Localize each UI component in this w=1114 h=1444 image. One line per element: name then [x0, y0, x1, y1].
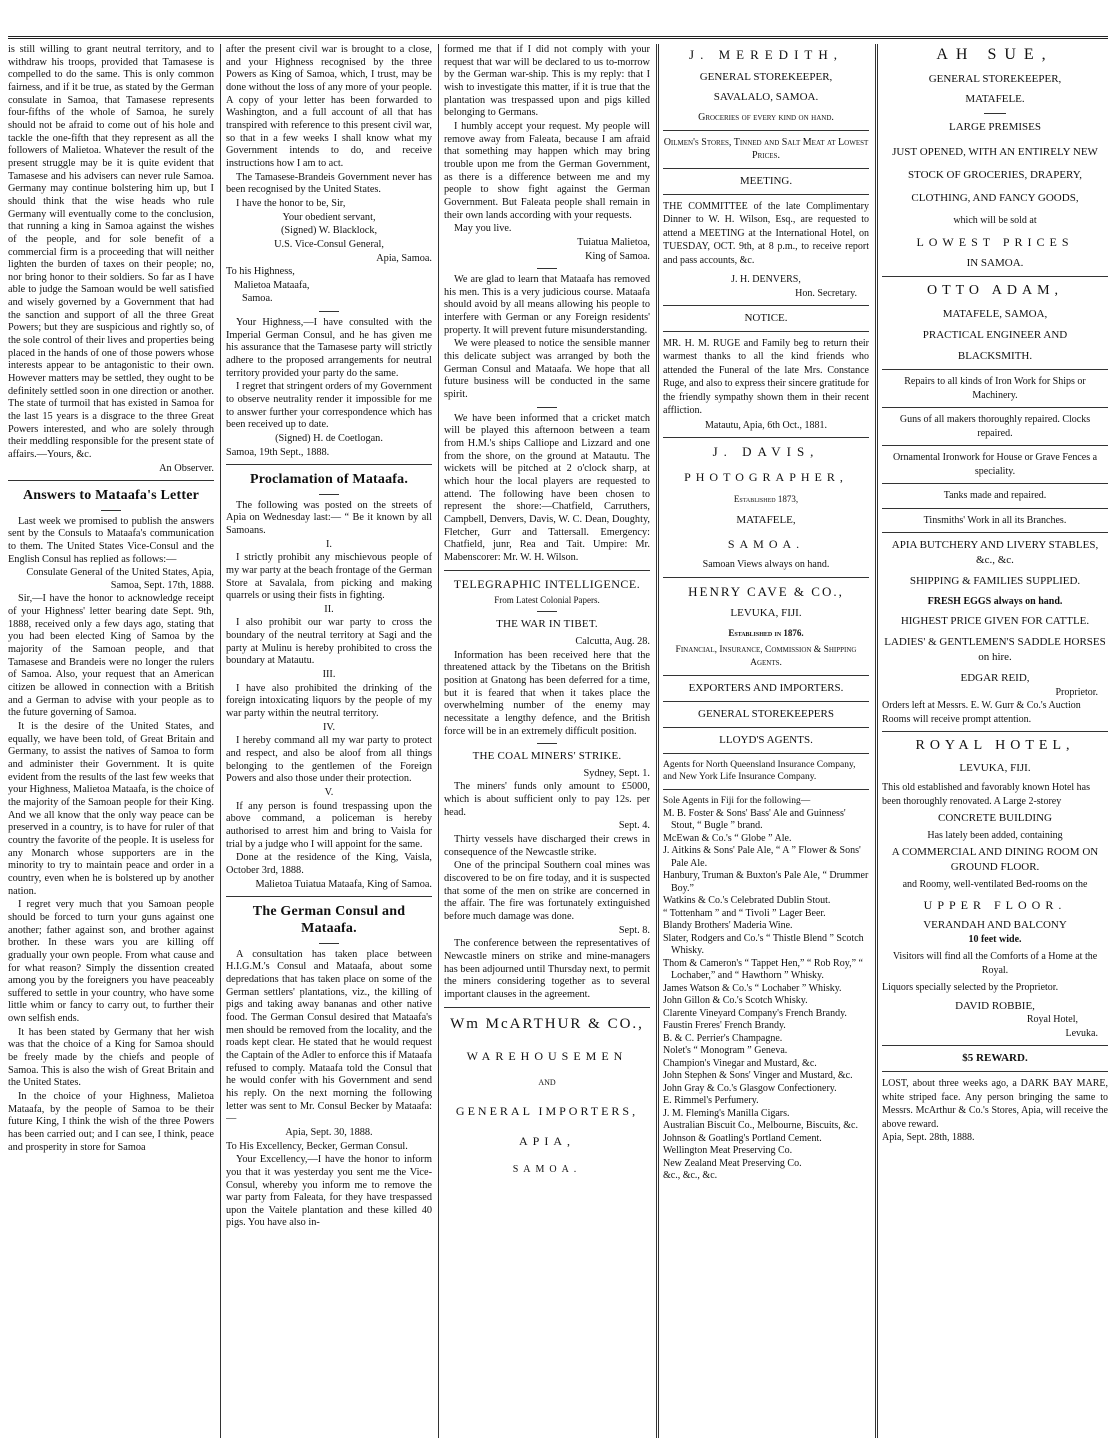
davis-established: Established 1873,: [733, 494, 799, 505]
royal-owner: DAVID ROBBIE,: [955, 999, 1035, 1012]
butchery-name: EDGAR REID,: [960, 671, 1030, 684]
cave-product-item: John Gillon & Co.'s Scotch Whisky.: [663, 995, 808, 1007]
article-number: II.: [324, 603, 334, 615]
cave-product-item: &c., &c., &c.: [663, 1170, 718, 1182]
cave-product-item: Johnson & Goatling's Portland Cement.: [663, 1132, 822, 1144]
editorial-paragraph: We are glad to learn that Mataafa has removed his men. This is a very judicious course. Mataafa should avoid by all means allowing his people to interfere with German or any Foreign residents' property. It will prevent future misunderstanding.: [444, 274, 650, 336]
divider: [663, 577, 869, 578]
coal-paragraph: One of the principal Southern coal mines was discovered to be on fire today, and it is suspected that some of the men on strike are concerned in the affair. The fire was fortunately extinguished before much damage was done.: [444, 860, 650, 922]
meredith-line: Oilmen's Stores, Tinned and Salt Meat at Lowest Prices.: [663, 136, 869, 162]
answers-paragraph: I regret very much that you Samoan people should be forced to turn your guns against one another; father against son, and brother against brother. In these wars you are killing off gradually your own people. From what cause and for what reason? Simply the dissention created among you by the foreigners you have peaceably suffered to settle in your country, who have some little whim or fancy to carry out, to further their own selfish ends.: [8, 899, 214, 1025]
proclamation-signature: Malietoa Tuiatua Mataafa, King of Samoa.: [255, 878, 432, 890]
cave-product-item: J. M. Fleming's Manilla Cigars.: [663, 1107, 790, 1119]
cave-line: GENERAL STOREKEEPERS: [698, 707, 834, 720]
proclamation-heading: Proclamation of Mataafa.: [249, 472, 409, 488]
cave-product-item: McEwan & Co.'s “ Globe ” Ale.: [663, 832, 792, 844]
otto-place: MATAFELE, SAMOA,: [942, 307, 1048, 320]
davis-place: MATAFELE,: [736, 514, 796, 527]
cave-agents-text: Agents for North Queensland Insurance Company, and New York Life Insurance Company.: [663, 759, 856, 783]
otto-line: Repairs to all kinds of Iron Work for Ships or Machinery.: [904, 376, 1086, 401]
cave-product-item: Clarente Vineyard Company's French Brandy.: [663, 1007, 847, 1019]
divider: [882, 369, 1108, 370]
otto-title: BLACKSMITH.: [957, 349, 1033, 362]
answers-intro: Last week we promised to publish the answers sent by the Consuls to Mataafa's communication to them. The United States Vice-Consul and the English Consul has replied as follows:—: [8, 515, 214, 565]
davis-country: SAMOA.: [727, 537, 805, 552]
mcarthur-and: AND: [538, 1077, 556, 1087]
notice-heading: NOTICE.: [744, 312, 788, 325]
divider: [319, 943, 340, 944]
royal-place: LEVUKA, FIJI.: [959, 762, 1031, 775]
divider: [319, 494, 340, 495]
davis-note: Samoan Views always on hand.: [702, 559, 830, 571]
letter-paragraph: I regret that stringent orders of my Government to observe neutrality render it impossible for me to answer further your correspondence which has been received up to date.: [226, 381, 432, 431]
coal-dateline: Sydney, Sept. 1.: [583, 767, 650, 779]
butchery-line: APIA BUTCHERY AND LIVERY STABLES, &c., &c.: [891, 539, 1099, 567]
divider: [663, 331, 869, 332]
otto-line: Tanks made and repaired.: [943, 490, 1047, 502]
column-4: [663, 44, 869, 1438]
royal-wide: 10 feet wide.: [968, 933, 1022, 945]
column-2: [226, 44, 432, 1438]
meeting-name: J. H. DENVERS,: [731, 274, 801, 286]
cave-product-item: John Gray & Co.'s Glasgow Confectionery.: [663, 1082, 837, 1094]
meeting-body: THE COMMITTEE of the late Complimentary Dinner to W. H. Wilson, Esq., are requested to attend a MEETING at the International Hotel, on TUESDAY, OCT. 9th, at 8 p.m., to receive report and pass accounts, &c.: [663, 200, 869, 266]
divider: [226, 896, 432, 897]
cave-product-item: Australian Biscuit Co., Melbourne, Biscuits, &c.: [663, 1120, 858, 1132]
coal-heading: THE COAL MINERS' STRIKE.: [472, 750, 622, 763]
article-text: I have also prohibited the drinking of the foreign intoxicating liquors by the people of my war party within the neutral territory.: [226, 682, 432, 720]
divider: [663, 789, 869, 790]
mcarthur-line: WAREHOUSEMEN: [466, 1048, 628, 1063]
davis-name: J. DAVIS,: [712, 444, 820, 460]
column-separator: [438, 44, 439, 1438]
divider: [8, 480, 214, 481]
meredith-name: J. MEREDITH,: [689, 47, 843, 62]
ahsue-sold: which will be sold at: [953, 215, 1037, 227]
divider: [882, 407, 1108, 408]
answers-paragraph: It has been stated by Germany that her wish was that the choice of a King for Samoa should be freely made by the chiefs and people of Samoa. This is also the wish of Great Britain and the United States.: [8, 1026, 214, 1089]
top-rule: [8, 36, 1108, 39]
meeting-heading: MEETING.: [739, 174, 793, 187]
cave-product-item: Blandy Brothers' Maderia Wine.: [663, 920, 793, 932]
ruge-notice: [663, 311, 869, 432]
article-number: IV.: [322, 721, 336, 733]
cave-product-item: Champion's Vinegar and Mustard, &c.: [663, 1057, 817, 1069]
divider: [537, 407, 558, 408]
cave-product-item: New Zealand Meat Preserving Co.: [663, 1157, 802, 1169]
column-5: [882, 44, 1108, 1438]
divider: [663, 437, 869, 438]
meeting-role: Hon. Secretary.: [795, 287, 857, 299]
divider: [537, 268, 558, 269]
article-text: If any person is found trespassing upon the above command, a policeman is hereby authorised to arrest him and bring to Vaisla for trial by a judge who I will appoint for the same.: [226, 800, 432, 850]
divider: [663, 753, 869, 754]
letter-closing: U.S. Vice-Consul General,: [274, 238, 384, 250]
answers-paragraph: It is the desire of the United States, and equally, we have been told, of Great Britain and Germany, to assist the natives of Samoa to form and administer their Government. It is quite evident from the results of the last few weeks that your Highness, Malietoa Mataafa, is the choice of the majority of the Samoan people for their King. And we all know that the only way peace can be preserved in a country, is to have for ruler of that country the favorite of the people. It is useless for any Monarch whose supporters are in the minority to try to maintain peace and order in a country, even when he is bolstered up by another nation.: [8, 721, 214, 897]
letter-address: Samoa.: [242, 293, 273, 305]
ahsue-title: GENERAL STOREKEEPER,: [928, 72, 1062, 85]
notice-body: MR. H. M. RUGE and Family beg to return their warmest thanks to all the kind friends who attended the Funeral of the late Mrs. Constance Ruge, and also to express their sincere gratitude for the friendly sympathy shown them in their recent affliction.: [663, 337, 869, 417]
tibet-dateline: Calcutta, Aug. 28.: [575, 635, 650, 647]
article-text: I hereby command all my war party to protect and respect, and also be aloof from all things belonging to the gentlemen of the Foreign Powers and also those under their protection.: [226, 735, 432, 785]
royal-hotel-advertisement: [882, 737, 1108, 1040]
royal-building: CONCRETE BUILDING: [938, 812, 1052, 824]
german-consul-heading: The German Consul and Mataafa.: [252, 904, 406, 937]
divider: [226, 464, 432, 465]
butchery-price: HIGHEST PRICE GIVEN FOR CATTLE.: [900, 615, 1090, 628]
divider: [663, 305, 869, 306]
cave-line: EXPORTERS AND IMPORTERS.: [688, 681, 844, 694]
ahsue-place: MATAFELE.: [965, 93, 1025, 106]
royal-body: This old established and favorably known Hotel has been thoroughly renovated. A Large 2-storey: [882, 782, 1091, 807]
cave-product-item: “ Tottenham ” and “ Tivoli ” Lager Beer.: [663, 907, 826, 919]
cave-advertisement: [663, 583, 869, 1183]
consul-paragraph: Your Excellency,—I have the honor to inform you that it was yesterday you sent me the Vice-Consul, whereby you inform me to remove the war party from Faleata, for they have trespassed upon the Vaitele plantation and these killed 40 pigs. You have also in-: [226, 1154, 432, 1229]
reward-heading: $5 REWARD.: [962, 1052, 1028, 1065]
royal-name: ROYAL HOTEL,: [915, 738, 1075, 754]
cave-product-item: Thom & Cameron's “ Tappet Hen,” “ Rob Roy,” “ Lochaber,” and “ Hawthorn ” Whisky.: [663, 957, 863, 982]
divider: [537, 743, 558, 744]
divider: [882, 276, 1108, 277]
cave-product-item: E. Rimmel's Perfumery.: [663, 1095, 759, 1107]
otto-name: OTTO ADAM,: [926, 282, 1064, 298]
editorial-paragraph: We were pleased to notice the sensible manner this delicate subject was arranged by both the German Consul and Mataafa. We hope that all future business will be conducted in the same spirit.: [444, 338, 650, 401]
divider: [101, 510, 122, 511]
mcarthur-line: GENERAL IMPORTERS,: [455, 1103, 639, 1118]
article-text: I also prohibit our war party to cross the boundary of the neutral territory at Sagi and the party at Mulinu is hereby prohibited to cross the boundary at Matautu.: [226, 617, 432, 667]
otto-title: PRACTICAL ENGINEER AND: [922, 328, 1068, 341]
coal-dateline: Sept. 8.: [618, 924, 650, 936]
reward-date: Apia, Sept. 28th, 1888.: [882, 1132, 975, 1144]
otto-line: Ornamental Ironwork for House or Grave Fences a speciality.: [892, 452, 1098, 477]
cave-product-item: Hanbury, Truman & Buxton's Pale Ale, “ Drummer Boy.”: [663, 870, 869, 894]
coal-paragraph: Thirty vessels have discharged their crews in consequence of the Newcastle strike.: [444, 833, 650, 858]
divider: [882, 731, 1108, 732]
meredith-title: GENERAL STOREKEEPER,: [699, 70, 833, 83]
cave-product-item: Nolet's “ Monogram ” Geneva.: [663, 1045, 788, 1057]
mcarthur-advertisement: [444, 1014, 650, 1177]
telegraphic-subheading: From Latest Colonial Papers.: [494, 595, 600, 606]
letter-date: Samoa, 19th Sept., 1888.: [226, 446, 330, 458]
letter-paragraph: The Tamasese-Brandeis Government never has been recognised by the United States.: [226, 171, 432, 196]
otto-advertisement: [882, 282, 1108, 527]
meeting-notice: [663, 174, 869, 300]
article-number: III.: [322, 669, 336, 681]
meredith-advertisement: [663, 46, 869, 163]
divider: [319, 311, 340, 312]
ahsue-name: AH SUE,: [936, 46, 1054, 63]
column-separator: [875, 44, 878, 1438]
consul-signature: King of Samoa.: [585, 250, 650, 262]
mcarthur-place: APIA,: [518, 1133, 575, 1148]
cave-product-list: [663, 808, 869, 1183]
letter-closing: Your obedient servant,: [282, 211, 376, 223]
divider: [882, 1071, 1108, 1072]
consul-paragraph: A consultation has taken place between H.I.G.M.'s Consul and Mataafa, about some depredations that has taken place on some of the German settlers' plantations, viz., the killing of pigs and taking away bananas and other native food. The German Consul desired that Mataafa's men should be removed from the locality, and the roads kept clear. He stated that he would request the Captain of the Adler to enforce this if Mataafa refused to comply. Mataafa told the Consul that he would confer with his Government and send his reply. On the next morning the following letter was sent to Mr. Consul Becker by Mataafa:—: [226, 948, 432, 1125]
meredith-place: SAVALALO, SAMOA.: [713, 91, 819, 104]
tibet-heading: THE WAR IN TIBET.: [496, 618, 598, 631]
letter-closing: (Signed) W. Blacklock,: [280, 225, 378, 237]
otto-line: Tinsmiths' Work in all its Branches.: [923, 514, 1067, 526]
divider: [882, 508, 1108, 509]
ahsue-premises: LARGE PREMISES: [949, 121, 1041, 134]
butchery-horses: LADIES' & GENTLEMEN'S SADDLE HORSES on hire.: [884, 636, 1106, 664]
royal-visitors: Visitors will find all the Comforts of a Home at the Royal.: [892, 951, 1098, 976]
royal-upper: UPPER FLOOR.: [923, 897, 1067, 912]
consul-dateline: Apia, Sept. 30, 1888.: [285, 1126, 373, 1138]
letter-closing: Apia, Samoa.: [376, 252, 432, 264]
divider: [663, 194, 869, 195]
article-text: I strictly prohibit any mischievous people of my war party at the beach frontage of the German Store at Savalala, from picking and making quarrels or using their fists in fighting.: [226, 552, 432, 602]
article-number: I.: [325, 538, 332, 550]
consul-paragraph: formed me that if I did not comply with your request that war will be declared to us to-morrow by the German war-ship. This is my reply: that I wish to investigate this matter, if it is true that the plantation was trespassed upon and pigs killed belonging to Germans.: [444, 44, 650, 119]
answers-paragraph: Sir,—I have the honor to acknowledge receipt of your Highness' letter bearing date Sept. 9th, 1888, received only a few days ago, stating that you had been elected King of Samoa by the majority of the Samoan people, and that Tamasese and Brandeis were no longer the rulers of Samoa. Also, your request that an American citizen be allowed in connection with a British and a German to advise with your people as to the future governing of Samoa.: [8, 593, 214, 719]
ahsue-prices: LOWEST PRICES: [916, 234, 1074, 249]
cave-product-item: Slater, Rodgers and Co.'s “ Thistle Blend ” Scotch Whisky.: [663, 932, 864, 957]
proclamation-intro: The following was posted on the streets of Apia on Wednesday last:— “ Be it known by all Samoans.: [226, 499, 432, 536]
cave-product-item: B. & C. Perrier's Champagne.: [663, 1032, 783, 1044]
butchery-advertisement: [882, 538, 1108, 726]
answers-paragraph: In the choice of your Highness, Malietoa Mataafa, by the people of Samoa to be their future King, I think the wish of the three Powers has been carried out; and I can see, I think, peace and prosperity in store for Samoa: [8, 1091, 214, 1153]
cave-established: Established in 1876.: [728, 628, 804, 639]
telegraphic-heading: TELEGRAPHIC INTELLIGENCE.: [453, 576, 641, 591]
ahsue-advertisement: [882, 44, 1108, 271]
consul-address: To His Excellency, Becker, German Consul.: [226, 1140, 408, 1152]
column-1: [8, 44, 214, 1438]
observer-signature: An Observer.: [159, 462, 214, 474]
butchery-eggs: FRESH EGGS always on hand.: [927, 595, 1063, 607]
cave-sole-agents: Sole Agents in Fiji for the following—: [663, 796, 811, 807]
coal-paragraph: The miners' funds only amount to £5000, which is about sufficient only to pay 12s. per head.: [444, 781, 650, 818]
coal-dateline: Sept. 4.: [618, 820, 650, 832]
newspaper-page: [8, 6, 1108, 1438]
davis-advertisement: [663, 443, 869, 571]
observer-letter-text: is still willing to grant neutral territory, and to withdraw his troops, provided that Tamasese is compelled to do the same. This is only common fairness, and if it be true, as stated by the German consulate in Samoa, that Tamasese represents four-fifths of the whole of Samoa, he surely should not be afraid to come out of his hole and tackle the one-fifth that they represent as all the followers of Malietoa. Whatever the result of the present struggle may be it is quite evident that Tamasese and his advisers can never rule Samoa. Germany may continue bolstering him up, but I should think that the wise heads who rule Germany will eventually come to the conclusion, that running a king in Samoa against the wishes of the people, and for sole benefit of a commercial firm is a proceeding that will neither lighten the burden of taxes on their people; no, nor bring honor to their soldiers. So far as I have able to judge the Samoan would be well satisfied and wisely governed by a Government that had the sanction and support of all the three Great Powers; but they are suspicious and rightly so, of the sole control of their lives and properties being placed in the hands of one of those powers whose interests appear to be antagonistic to their own. However matters may be settled, they ought to be definitely settled soon in one direction or another. The state of turmoil that has existed in Samoa for the last 15 years is a disgrace to the three Great Powers interested, and who are solely through their meddling responsible for the present state of affairs.—Yours, &c.: [8, 44, 214, 460]
divider: [882, 483, 1108, 484]
divider: [444, 1007, 650, 1008]
butchery-line: SHIPPING & FAMILIES SUPPLIED.: [909, 575, 1081, 588]
notice-date: Matautu, Apia, 6th Oct., 1881.: [705, 419, 827, 431]
proclamation-done: Done at the residence of the King, Vaisla, October 3rd, 1888.: [226, 852, 432, 876]
consulate-dateline: Consulate General of the United States, Apia, Samoa, Sept. 17th, 1888.: [26, 567, 214, 591]
divider: [537, 611, 558, 612]
divider: [444, 570, 650, 571]
cave-agents: Financial, Insurance, Commission & Shipping Agents.: [675, 645, 857, 669]
divider: [882, 532, 1108, 533]
letter-paragraph: after the present civil war is brought to a close, and your Highness recognised by the three Powers as King of Samoa, which, I trust, may be done without the loss of any more of your people. A copy of your letter has been forwarded to Washington, and a full account of all that has transpired with reference to this present civil war, so that in a few weeks I shall know what my Government intends to do, and receive instructions how I am to act.: [226, 44, 432, 169]
cave-place: LEVUKA, FIJI.: [730, 607, 802, 620]
divider: [663, 727, 869, 728]
divider: [882, 445, 1108, 446]
butchery-orders: Orders left at Messrs. E. W. Gurr & Co.'s Auction Rooms will receive prompt attention.: [882, 700, 1081, 725]
royal-dining: A COMMERCIAL AND DINING ROOM ON GROUND FLOOR.: [891, 846, 1099, 874]
cave-name: HENRY CAVE & CO.,: [688, 583, 844, 599]
royal-veranda: VERANDAH AND BALCONY: [923, 918, 1067, 931]
answers-heading: Answers to Mataafa's Letter: [22, 488, 200, 504]
consul-paragraph: May you live.: [454, 223, 512, 235]
ahsue-where: IN SAMOA.: [966, 257, 1024, 270]
royal-owner: Levuka.: [1065, 1027, 1098, 1039]
divider: [663, 168, 869, 169]
column-separator: [220, 44, 221, 1438]
divider: [663, 675, 869, 676]
letter-paragraph: I have the honor to be, Sir,: [236, 197, 346, 209]
mcarthur-country: SAMOA.: [512, 1164, 582, 1176]
column-3: [444, 44, 650, 1438]
mcarthur-name: Wm McARTHUR & CO.,: [450, 1015, 644, 1032]
cave-product-item: M. B. Foster & Sons' Bass' Ale and Guinness' Stout, “ Bugle ” brand.: [663, 807, 846, 832]
consul-signature: Tuiatua Malietoa,: [577, 236, 650, 248]
meredith-line: Groceries of every kind on hand.: [698, 112, 834, 124]
royal-bed: and Roomy, well-ventilated Bed-rooms on the: [902, 879, 1088, 891]
cave-product-item: Wellington Meat Preserving Co.: [663, 1145, 793, 1157]
royal-owner: Royal Hotel,: [1026, 1014, 1078, 1026]
ahsue-body: JUST OPENED, WITH AN ENTIRELY NEW STOCK OF GROCERIES, DRAPERY, CLOTHING, AND FANCY GOODS,: [892, 146, 1098, 205]
royal-added: Has lately been added, containing: [927, 829, 1063, 841]
letter-signature: (Signed) H. de Coetlogan.: [275, 433, 383, 445]
letter-paragraph: Your Highness,—I have consulted with the Imperial German Consul, and he has given me his assurance that the Tamasese party will strictly adhere to the proposed arrangements for neutral territory provided your party do the same.: [226, 317, 432, 379]
divider: [882, 1045, 1108, 1046]
cave-line: LLOYD'S AGENTS.: [719, 733, 813, 746]
divider: [663, 701, 869, 702]
reward-body: LOST, about three weeks ago, a DARK BAY MARE, white striped face. Any person bringing the same to Messrs. McArthur & Co.'s Stores, Apia, will receive the above reward.: [882, 1078, 1108, 1130]
cave-product-item: Faustin Freres' French Brandy.: [663, 1020, 786, 1032]
royal-liquors: Liquors specially selected by the Proprietor.: [882, 982, 1059, 994]
cave-product-item: Watkins & Co.'s Celebrated Dublin Stout.: [663, 895, 831, 907]
letter-address: Malietoa Mataafa,: [234, 279, 310, 291]
letter-address: To his Highness,: [226, 266, 295, 278]
davis-title: PHOTOGRAPHER,: [684, 469, 848, 484]
column-separator: [656, 44, 659, 1438]
divider: [663, 130, 869, 131]
consul-paragraph: I humbly accept your request. My people will remove away from Faleata, because I am afraid that something may happen which may bring trouble upon me from the German Government, as there is a difference between me and my people to show fight against the German Government. But Faleata people shall remain in their own lands according with your requests.: [444, 120, 650, 221]
reward-advertisement: [882, 1051, 1108, 1144]
cave-product-item: John Stephen & Sons' Vinger and Mustard, &c.: [663, 1070, 853, 1082]
article-number: V.: [324, 787, 334, 798]
otto-line: Guns of all makers thoroughly repaired. Clocks repaired.: [899, 414, 1091, 439]
divider: [984, 113, 1007, 114]
tibet-paragraph: Information has been received here that the threatened attack by the Tibetans on the British position at Gnatong has been deferred for a time, but it is feared that when it takes place the overwhelming number of the enemy may necessitate a lengthy defence, and the British force will be in an extremely difficult position.: [444, 649, 650, 737]
coal-paragraph: The conference between the representatives of Newcastle miners on strike and mine-managers has been adjourned until Thursday next, to permit the miners considering together as to several important clauses in the agreement.: [444, 938, 650, 1000]
cave-product-item: James Watson & Co.'s “ Lochaber ” Whisky.: [663, 982, 842, 994]
cave-product-item: J. Aitkins & Sons' Pale Ale, “ A ” Flower & Sons' Pale Ale.: [663, 845, 861, 869]
butchery-role: Proprietor.: [1055, 686, 1098, 698]
cricket-paragraph: We have been informed that a cricket match will be played this afternoon between a team from H.M.'s ships Calliope and Lizzard and one from the shore, on the ground at Matautu. The wickets will be pitched at 2 o'clock sharp, at which hour the local players are requested to attend. The following have been chosen to represent the shore:—Chatfield, Carruthers, Campbell, Denvers, Davis, W. C. Dean, Doughty, Fletcher, Gurr and Tattersall. Emergency: Chatfield, junr, Rea and Tait. Umpire: Mr. Mabenscorer: Mr. W. H. Wilson.: [444, 412, 650, 563]
